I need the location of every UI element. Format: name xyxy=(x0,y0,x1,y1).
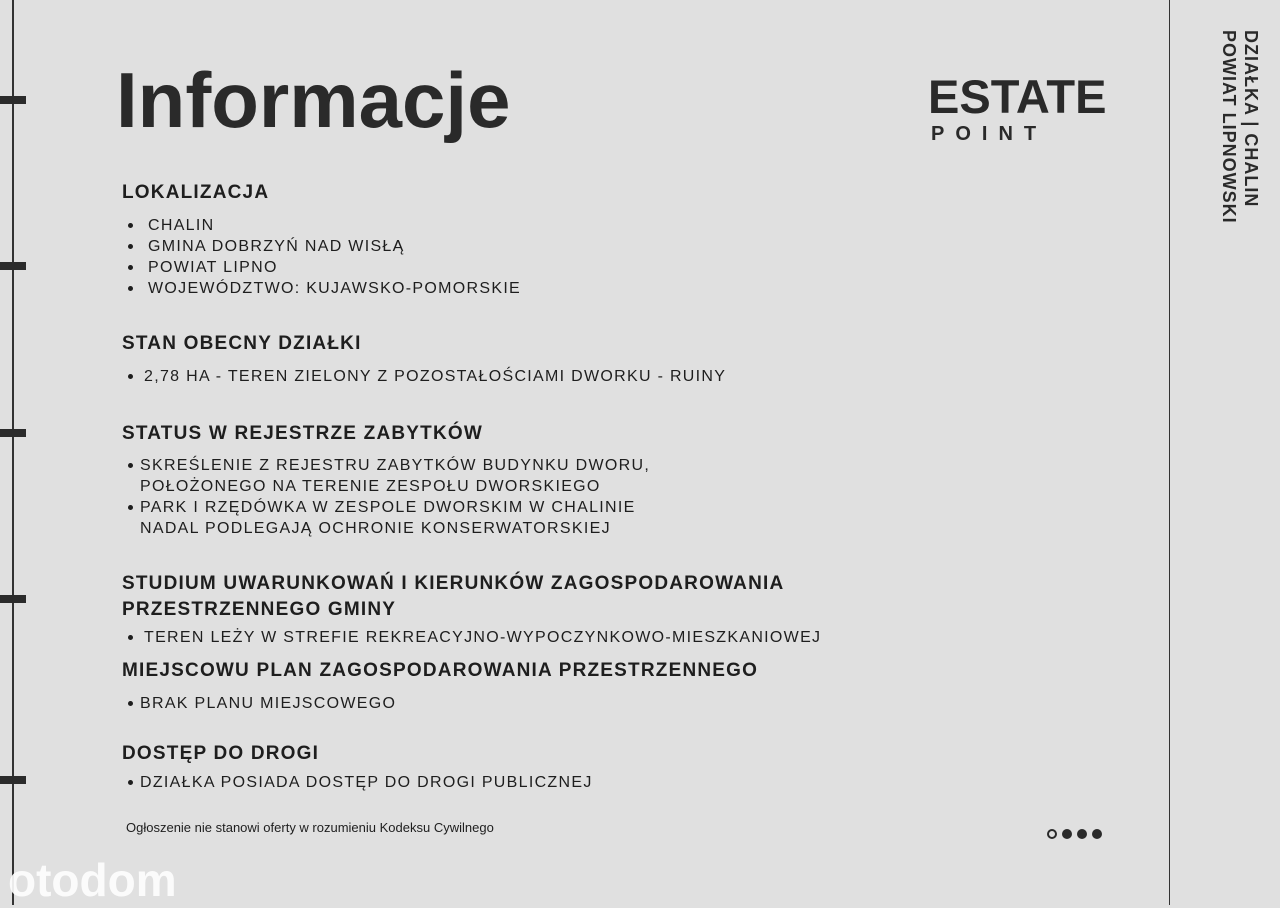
left-tick-mark xyxy=(0,429,26,437)
list-item-text: WOJEWÓDZTWO: KUJAWSKO-POMORSKIE xyxy=(148,280,522,297)
list-item xyxy=(122,455,682,497)
disclaimer-text: Ogłoszenie nie stanowi oferty w rozumieniu Kodeksu Cywilnego xyxy=(126,820,494,835)
bullet-icon xyxy=(128,286,133,291)
section-list xyxy=(122,693,758,714)
estate-point-logo xyxy=(928,72,1106,146)
pagination-dot-active xyxy=(1047,829,1057,839)
list-item xyxy=(122,215,521,236)
section-status-zabytkow xyxy=(122,421,682,539)
section-list xyxy=(122,455,682,539)
side-label xyxy=(1218,30,1262,224)
page-title: Informacje xyxy=(116,56,511,144)
bullet-icon xyxy=(128,505,133,510)
bullet-icon xyxy=(128,635,133,640)
list-item xyxy=(122,257,521,278)
section-list xyxy=(122,627,862,648)
section-heading: DOSTĘP DO DROGI xyxy=(122,743,320,764)
list-item xyxy=(122,366,726,387)
list-item-text: TEREN LEŻY W STREFIE REKREACYJNO-WYPOCZYNKOWO-MIESZKANIOWEJ xyxy=(144,629,822,646)
section-list xyxy=(122,215,521,299)
bullet-icon xyxy=(128,374,133,379)
section-lokalizacja xyxy=(122,180,521,299)
logo-main-text: ESTATE xyxy=(928,70,1107,123)
pagination-dot xyxy=(1092,829,1102,839)
left-tick-mark xyxy=(0,595,26,603)
pagination-dot xyxy=(1077,829,1087,839)
pagination-dots xyxy=(1047,829,1102,839)
list-item xyxy=(122,236,521,257)
list-item-text: GMINA DOBRZYŃ NAD WISŁĄ xyxy=(148,238,405,255)
section-dostep-do-drogi xyxy=(122,741,593,793)
bullet-icon xyxy=(128,463,133,468)
otodom-watermark: otodom xyxy=(8,854,177,906)
bullet-icon xyxy=(128,780,133,785)
section-heading: STATUS W REJESTRZE ZABYTKÓW xyxy=(122,423,484,444)
section-list xyxy=(122,772,593,793)
side-label-line1: DZIAŁKA | CHALIN xyxy=(1241,30,1261,208)
section-studium xyxy=(122,571,822,648)
section-stan-obecny xyxy=(122,331,726,387)
section-plan-miejscowy xyxy=(122,658,758,714)
list-item xyxy=(122,627,862,648)
bullet-icon xyxy=(128,223,133,228)
bullet-icon xyxy=(128,701,133,706)
bullet-icon xyxy=(128,244,133,249)
list-item-text: PARK I RZĘDÓWKA W ZESPOLE DWORSKIM W CHALINIE NADAL PODLEGAJĄ OCHRONIE KONSERWATORSKIEJ xyxy=(140,499,636,537)
pagination-dot xyxy=(1062,829,1072,839)
list-item xyxy=(122,278,521,299)
left-tick-mark xyxy=(0,96,26,104)
left-tick-mark xyxy=(0,262,26,270)
list-item xyxy=(122,693,758,714)
list-item-text: SKREŚLENIE Z REJESTRU ZABYTKÓW BUDYNKU DWORU, POŁOŻONEGO NA TERENIE ZESPOŁU DWORSKIEGO xyxy=(140,457,651,495)
section-heading: LOKALIZACJA xyxy=(122,182,270,203)
list-item-text: CHALIN xyxy=(148,217,215,234)
section-heading: STAN OBECNY DZIAŁKI xyxy=(122,333,362,354)
list-item-text: 2,78 HA - TEREN ZIELONY Z POZOSTAŁOŚCIAMI DWORKU - RUINY xyxy=(144,368,727,385)
section-heading: STUDIUM UWARUNKOWAŃ I KIERUNKÓW ZAGOSPODAROWANIA PRZESTRZENNEGO GMINY xyxy=(122,573,784,620)
right-border-line xyxy=(1169,0,1170,905)
list-item-text: DZIAŁKA POSIADA DOSTĘP DO DROGI PUBLICZNEJ xyxy=(140,774,593,791)
logo-sub-text: POINT xyxy=(931,123,1048,145)
left-border-line xyxy=(12,0,14,905)
side-label-line2: POWIAT LIPNOWSKI xyxy=(1219,30,1239,224)
left-tick-mark xyxy=(0,776,26,784)
list-item xyxy=(122,497,682,539)
section-list xyxy=(122,366,726,387)
list-item-text: POWIAT LIPNO xyxy=(148,259,278,276)
list-item-text: BRAK PLANU MIEJSCOWEGO xyxy=(140,695,397,712)
list-item xyxy=(122,772,593,793)
bullet-icon xyxy=(128,265,133,270)
section-heading: MIEJSCOWU PLAN ZAGOSPODAROWANIA PRZESTRZENNEGO xyxy=(122,660,759,681)
